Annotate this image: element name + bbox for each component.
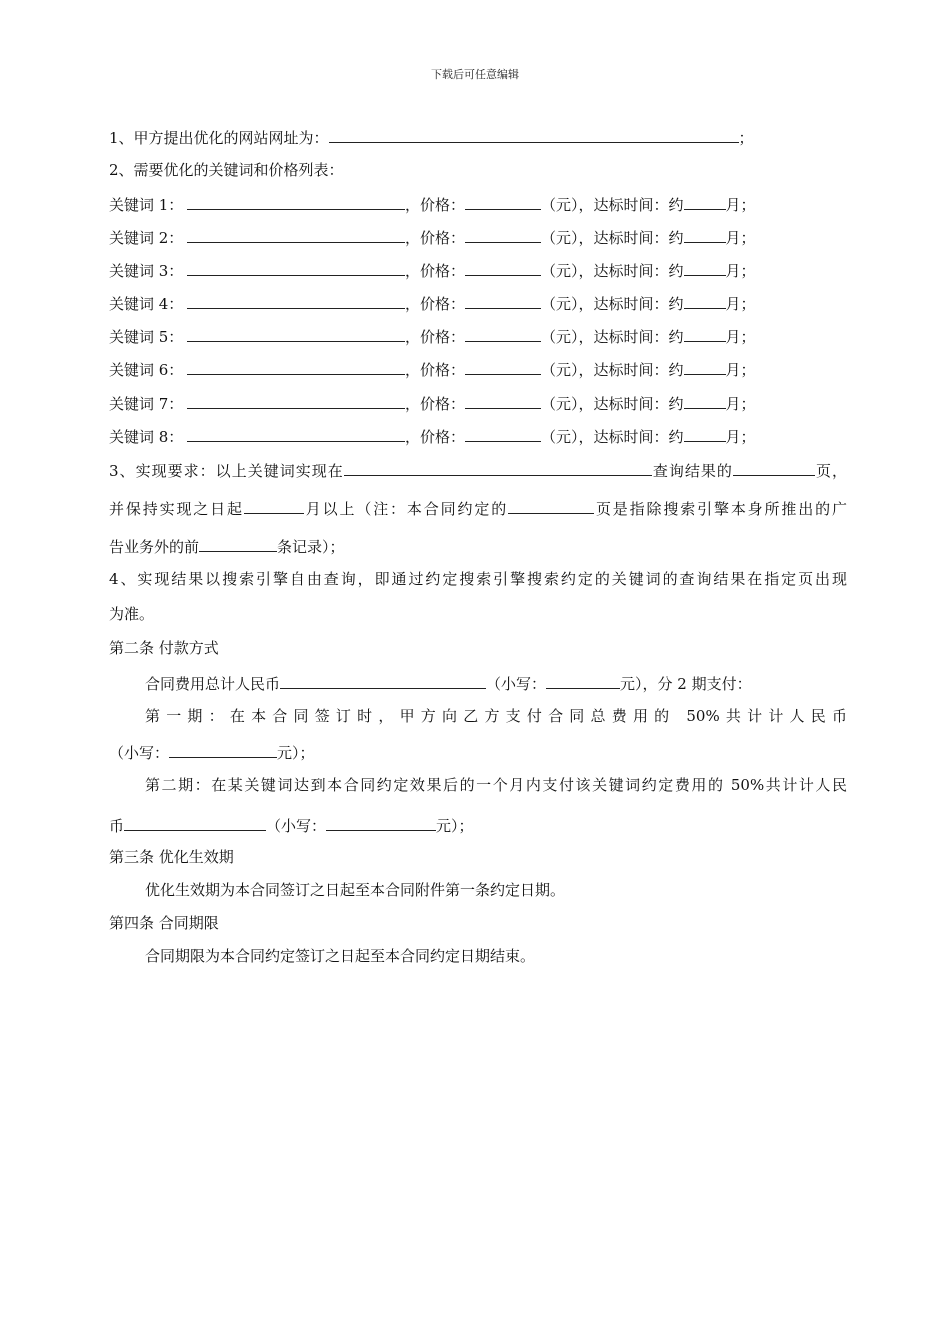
- keyword-blank[interactable]: [187, 259, 405, 276]
- item-3-line-1: [109, 459, 847, 481]
- keyword-blank[interactable]: [187, 193, 405, 210]
- phase-2-small-label: （小写：: [266, 817, 327, 835]
- total-fee-text: 合同费用总计人民币: [145, 675, 281, 693]
- phase-2-text: 第二期：在某关键词达到本合同约定效果后的一个月内支付该关键词约定费用的 50%共计计人民: [145, 776, 847, 794]
- yuan-deadline-label: （元），达标时间：约: [541, 262, 684, 280]
- total-fee-small-blank[interactable]: [546, 672, 620, 689]
- item-3-text-d: 并保持实现之日起: [109, 500, 244, 518]
- keyword-row: [109, 226, 756, 248]
- price-blank[interactable]: [465, 226, 541, 243]
- item-3-line-2: [109, 497, 847, 519]
- keyword-label: 关键词 2：: [109, 229, 184, 247]
- keyword-row: [109, 358, 756, 380]
- keyword-label: 关键词 6：: [109, 361, 184, 379]
- phase-2-currency: 币: [109, 817, 125, 835]
- keep-months-blank[interactable]: [244, 497, 304, 514]
- item-3-text-e: 月以上（注：本合同约定的: [303, 500, 509, 518]
- item-3-text-h: 条记录）；: [277, 538, 345, 556]
- price-blank[interactable]: [465, 292, 541, 309]
- result-page-blank[interactable]: [733, 459, 815, 476]
- yuan-deadline-label: （元），达标时间：约: [541, 196, 684, 214]
- item-3-text-a: 3、实现要求：以上关键词实现在: [109, 462, 344, 480]
- total-fee-line: [145, 672, 752, 694]
- item-3-text-b: 查询结果的: [651, 462, 733, 480]
- keyword-blank[interactable]: [187, 325, 405, 342]
- keyword-label: 关键词 1：: [109, 196, 184, 214]
- phase-2-line-2: [109, 814, 474, 836]
- agreed-page-blank[interactable]: [508, 497, 594, 514]
- month-label: 月；: [725, 428, 756, 446]
- article-4-body: 合同期限为本合同约定签订之日起至本合同约定日期结束。: [145, 947, 536, 965]
- total-fee-tail: 元），分 2 期支付：: [620, 675, 752, 693]
- price-label: ，价格：: [405, 361, 466, 379]
- yuan-deadline-label: （元），达标时间：约: [541, 295, 684, 313]
- price-blank[interactable]: [465, 259, 541, 276]
- phase-2-amount-blank[interactable]: [124, 814, 266, 831]
- yuan-deadline-label: （元），达标时间：约: [541, 395, 684, 413]
- page-header-note: 下载后可任意编辑: [431, 68, 519, 81]
- phase-2-small-blank[interactable]: [326, 814, 436, 831]
- yuan-deadline-label: （元），达标时间：约: [541, 229, 684, 247]
- month-blank[interactable]: [684, 193, 726, 210]
- price-blank[interactable]: [465, 193, 541, 210]
- keyword-label: 关键词 3：: [109, 262, 184, 280]
- article-3-title: 第三条 优化生效期: [109, 848, 234, 866]
- keyword-row: [109, 425, 756, 447]
- price-label: ，价格：: [405, 295, 466, 313]
- keyword-blank[interactable]: [187, 392, 405, 409]
- price-blank[interactable]: [465, 425, 541, 442]
- records-count-blank[interactable]: [199, 535, 277, 552]
- yuan-deadline-label: （元），达标时间：约: [541, 328, 684, 346]
- month-label: 月；: [725, 295, 756, 313]
- month-label: 月；: [725, 328, 756, 346]
- item-1-end: ；: [738, 129, 754, 147]
- month-label: 月；: [725, 196, 756, 214]
- phase-2-tail: 元）；: [436, 817, 474, 835]
- phase-1-text: 第一期：在本合同签订时，甲方向乙方支付合同总费用的 50%共计计人民币: [145, 707, 847, 725]
- phase-2-line-1: [145, 775, 847, 795]
- item-3-text-g: 告业务外的前: [109, 538, 200, 556]
- month-label: 月；: [725, 395, 756, 413]
- yuan-deadline-label: （元），达标时间：约: [541, 361, 684, 379]
- phase-1-small-blank[interactable]: [169, 741, 277, 758]
- keyword-row: [109, 193, 756, 215]
- article-2-title: 第二条 付款方式: [109, 639, 219, 657]
- keyword-blank[interactable]: [187, 358, 405, 375]
- month-blank[interactable]: [684, 259, 726, 276]
- price-label: ，价格：: [405, 428, 466, 446]
- total-fee-small-label: （小写：: [486, 675, 547, 693]
- item-2-line: 2、需要优化的关键词和价格列表：: [109, 161, 344, 179]
- keyword-row: [109, 292, 756, 314]
- total-fee-blank[interactable]: [280, 672, 486, 689]
- item-1-line: [109, 126, 754, 148]
- item-3-text-f: 页是指除搜索引擎本身所推出的广: [594, 500, 847, 518]
- price-label: ，价格：: [405, 229, 466, 247]
- keyword-blank[interactable]: [187, 226, 405, 243]
- keyword-label: 关键词 5：: [109, 328, 184, 346]
- keyword-blank[interactable]: [187, 425, 405, 442]
- price-blank[interactable]: [465, 392, 541, 409]
- keyword-label: 关键词 8：: [109, 428, 184, 446]
- month-blank[interactable]: [684, 325, 726, 342]
- item-3-text-c: 页，: [814, 462, 847, 480]
- keyword-row: [109, 325, 756, 347]
- price-label: ，价格：: [405, 196, 466, 214]
- phase-1-line-1: [145, 706, 847, 726]
- month-blank[interactable]: [684, 226, 726, 243]
- keyword-label: 关键词 4：: [109, 295, 184, 313]
- month-blank[interactable]: [684, 392, 726, 409]
- keyword-row: [109, 392, 756, 414]
- month-label: 月；: [725, 361, 756, 379]
- keyword-label: 关键词 7：: [109, 395, 184, 413]
- item-1-text: 1、甲方提出优化的网站网址为：: [109, 129, 329, 147]
- item-4-line-2: 为准。: [109, 605, 155, 623]
- price-blank[interactable]: [465, 358, 541, 375]
- price-label: ，价格：: [405, 328, 466, 346]
- yuan-deadline-label: （元），达标时间：约: [541, 428, 684, 446]
- phase-1-tail: 元）；: [277, 744, 315, 762]
- article-3-body: 优化生效期为本合同签订之日起至本合同附件第一条约定日期。: [145, 881, 566, 899]
- price-blank[interactable]: [465, 325, 541, 342]
- article-4-title: 第四条 合同期限: [109, 914, 219, 932]
- item-4-line-1: [109, 569, 847, 589]
- price-label: ，价格：: [405, 395, 466, 413]
- month-blank[interactable]: [684, 292, 726, 309]
- phase-1-small-label: （小写：: [109, 744, 170, 762]
- month-label: 月；: [725, 229, 756, 247]
- phase-1-line-2: [109, 741, 315, 763]
- keyword-blank[interactable]: [187, 292, 405, 309]
- website-url-blank[interactable]: [329, 126, 739, 143]
- month-label: 月；: [725, 262, 756, 280]
- month-blank[interactable]: [684, 425, 726, 442]
- item-4-text-a: 4、实现结果以搜索引擎自由查询，即通过约定搜索引擎搜索约定的关键词的查询结果在指定页出现: [109, 570, 847, 588]
- price-label: ，价格：: [405, 262, 466, 280]
- search-engine-blank[interactable]: [344, 459, 652, 476]
- keyword-row: [109, 259, 756, 281]
- item-3-line-3: [109, 535, 345, 557]
- month-blank[interactable]: [684, 358, 726, 375]
